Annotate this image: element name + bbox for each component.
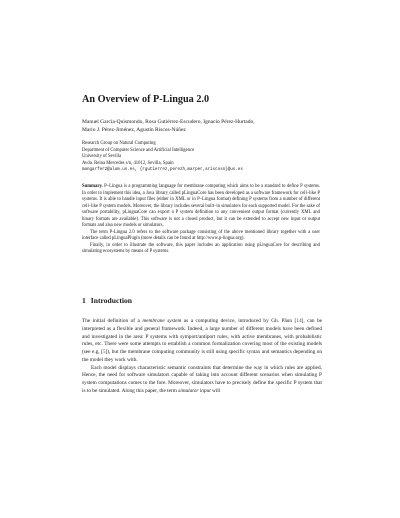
affiliation-line: Research Group on Natural Computing bbox=[82, 141, 156, 146]
author-list bbox=[82, 118, 322, 134]
author-line: Mario J. Pérez-Jiménez, Agustín Riscos-Núñez bbox=[82, 127, 186, 134]
abstract bbox=[82, 184, 320, 256]
emphasis-text: simulator input bbox=[178, 387, 211, 394]
body-text: Each model displays characteristic semantic constraints that determine the way in which rules are applied. Hence, the need for software simulators capable of taking into account different scenarios when simulating P system computations comes to the fore. Moreover, simulators have to precisely define the specific P system that is to be simulated. Along this paper, the term bbox=[82, 364, 322, 394]
affiliation-line: Department of Computer Science and Artificial Intelligence bbox=[82, 147, 195, 153]
abstract-paragraph: The term P-Lingua 2.0 refers to the software package consisting of the above mentioned library together with a user interface called pLinguaPlugin (more details can be found at http://www.p-lingua.org). bbox=[82, 229, 320, 241]
body-paragraph bbox=[82, 318, 322, 365]
section-number: 1 bbox=[82, 296, 86, 305]
section-body bbox=[82, 318, 322, 396]
abstract-text: P–Lingua is a programming language for membrane computing which aims to be a standard to define P systems. In order to implement this idea, a Java library called pLinguaCore has been developed as a software framework for cell–like P systems. It is able to handle input files (either in XML or in P–Lingua format) defining P systems from a number of different cell–like P system models. Moreover, the library includes several built–in simulators for each supported model. For the sake of software portability, pLinguaCore can export a P system definition to any convenient output format (currently XML and binary formats are available). This software is not a closed product, but it can be extended to accept new input or output formats and also new models or simulators. bbox=[82, 184, 320, 228]
paper-title: An Overview of P-Lingua 2.0 bbox=[82, 94, 210, 105]
body-text: will bbox=[210, 387, 221, 394]
citation-link[interactable]: [ 5 ] bbox=[101, 349, 107, 355]
abstract-paragraph: Finally, in order to illustrate the software, this paper includes an application using pLinguaCore for describing and simulating ecosystems by means of P systems. bbox=[82, 242, 320, 254]
affiliation bbox=[82, 141, 322, 174]
citation-link[interactable]: [ 14 ] bbox=[295, 318, 304, 324]
affiliation-line: University of Sevilla bbox=[82, 154, 122, 159]
body-text: The initial definition of a bbox=[82, 318, 143, 324]
abstract-label: Summary. bbox=[82, 184, 103, 189]
author-line: Manuel García-Quismondo, Rosa Gutiérrez-Escudero, Ignacio Pérez-Hurtado, bbox=[82, 119, 255, 125]
affiliation-line: Avda. Reina Mercedes s/n, 41012, Sevilla, Spain bbox=[82, 160, 174, 166]
section-heading bbox=[82, 296, 132, 305]
body-text: ), but the membrane computing community is still using specific syntax and semantics depending on the model they work with. bbox=[82, 349, 322, 363]
section-title: Introduction bbox=[90, 296, 133, 305]
body-text: , can be interpreted as a flexible and general framework. Indeed, a large number of different models have been defined and investigated in the area: P systems with symport/antiport rules, with active membranes, with probabilistic rules, etc. There were some attempts to establish a common formalization covering most of the existing models (see e.g, bbox=[82, 318, 323, 355]
author-emails: mangarfer2@alum.us.es, {rgutierrez,perezh,marper,ariscosn}@us.es bbox=[82, 168, 243, 172]
body-text: as a computing device, introduced by Gh. Păun bbox=[181, 318, 295, 324]
abstract-paragraph bbox=[82, 184, 320, 230]
emphasis-text: membrane system bbox=[142, 318, 182, 324]
body-paragraph bbox=[82, 365, 322, 396]
